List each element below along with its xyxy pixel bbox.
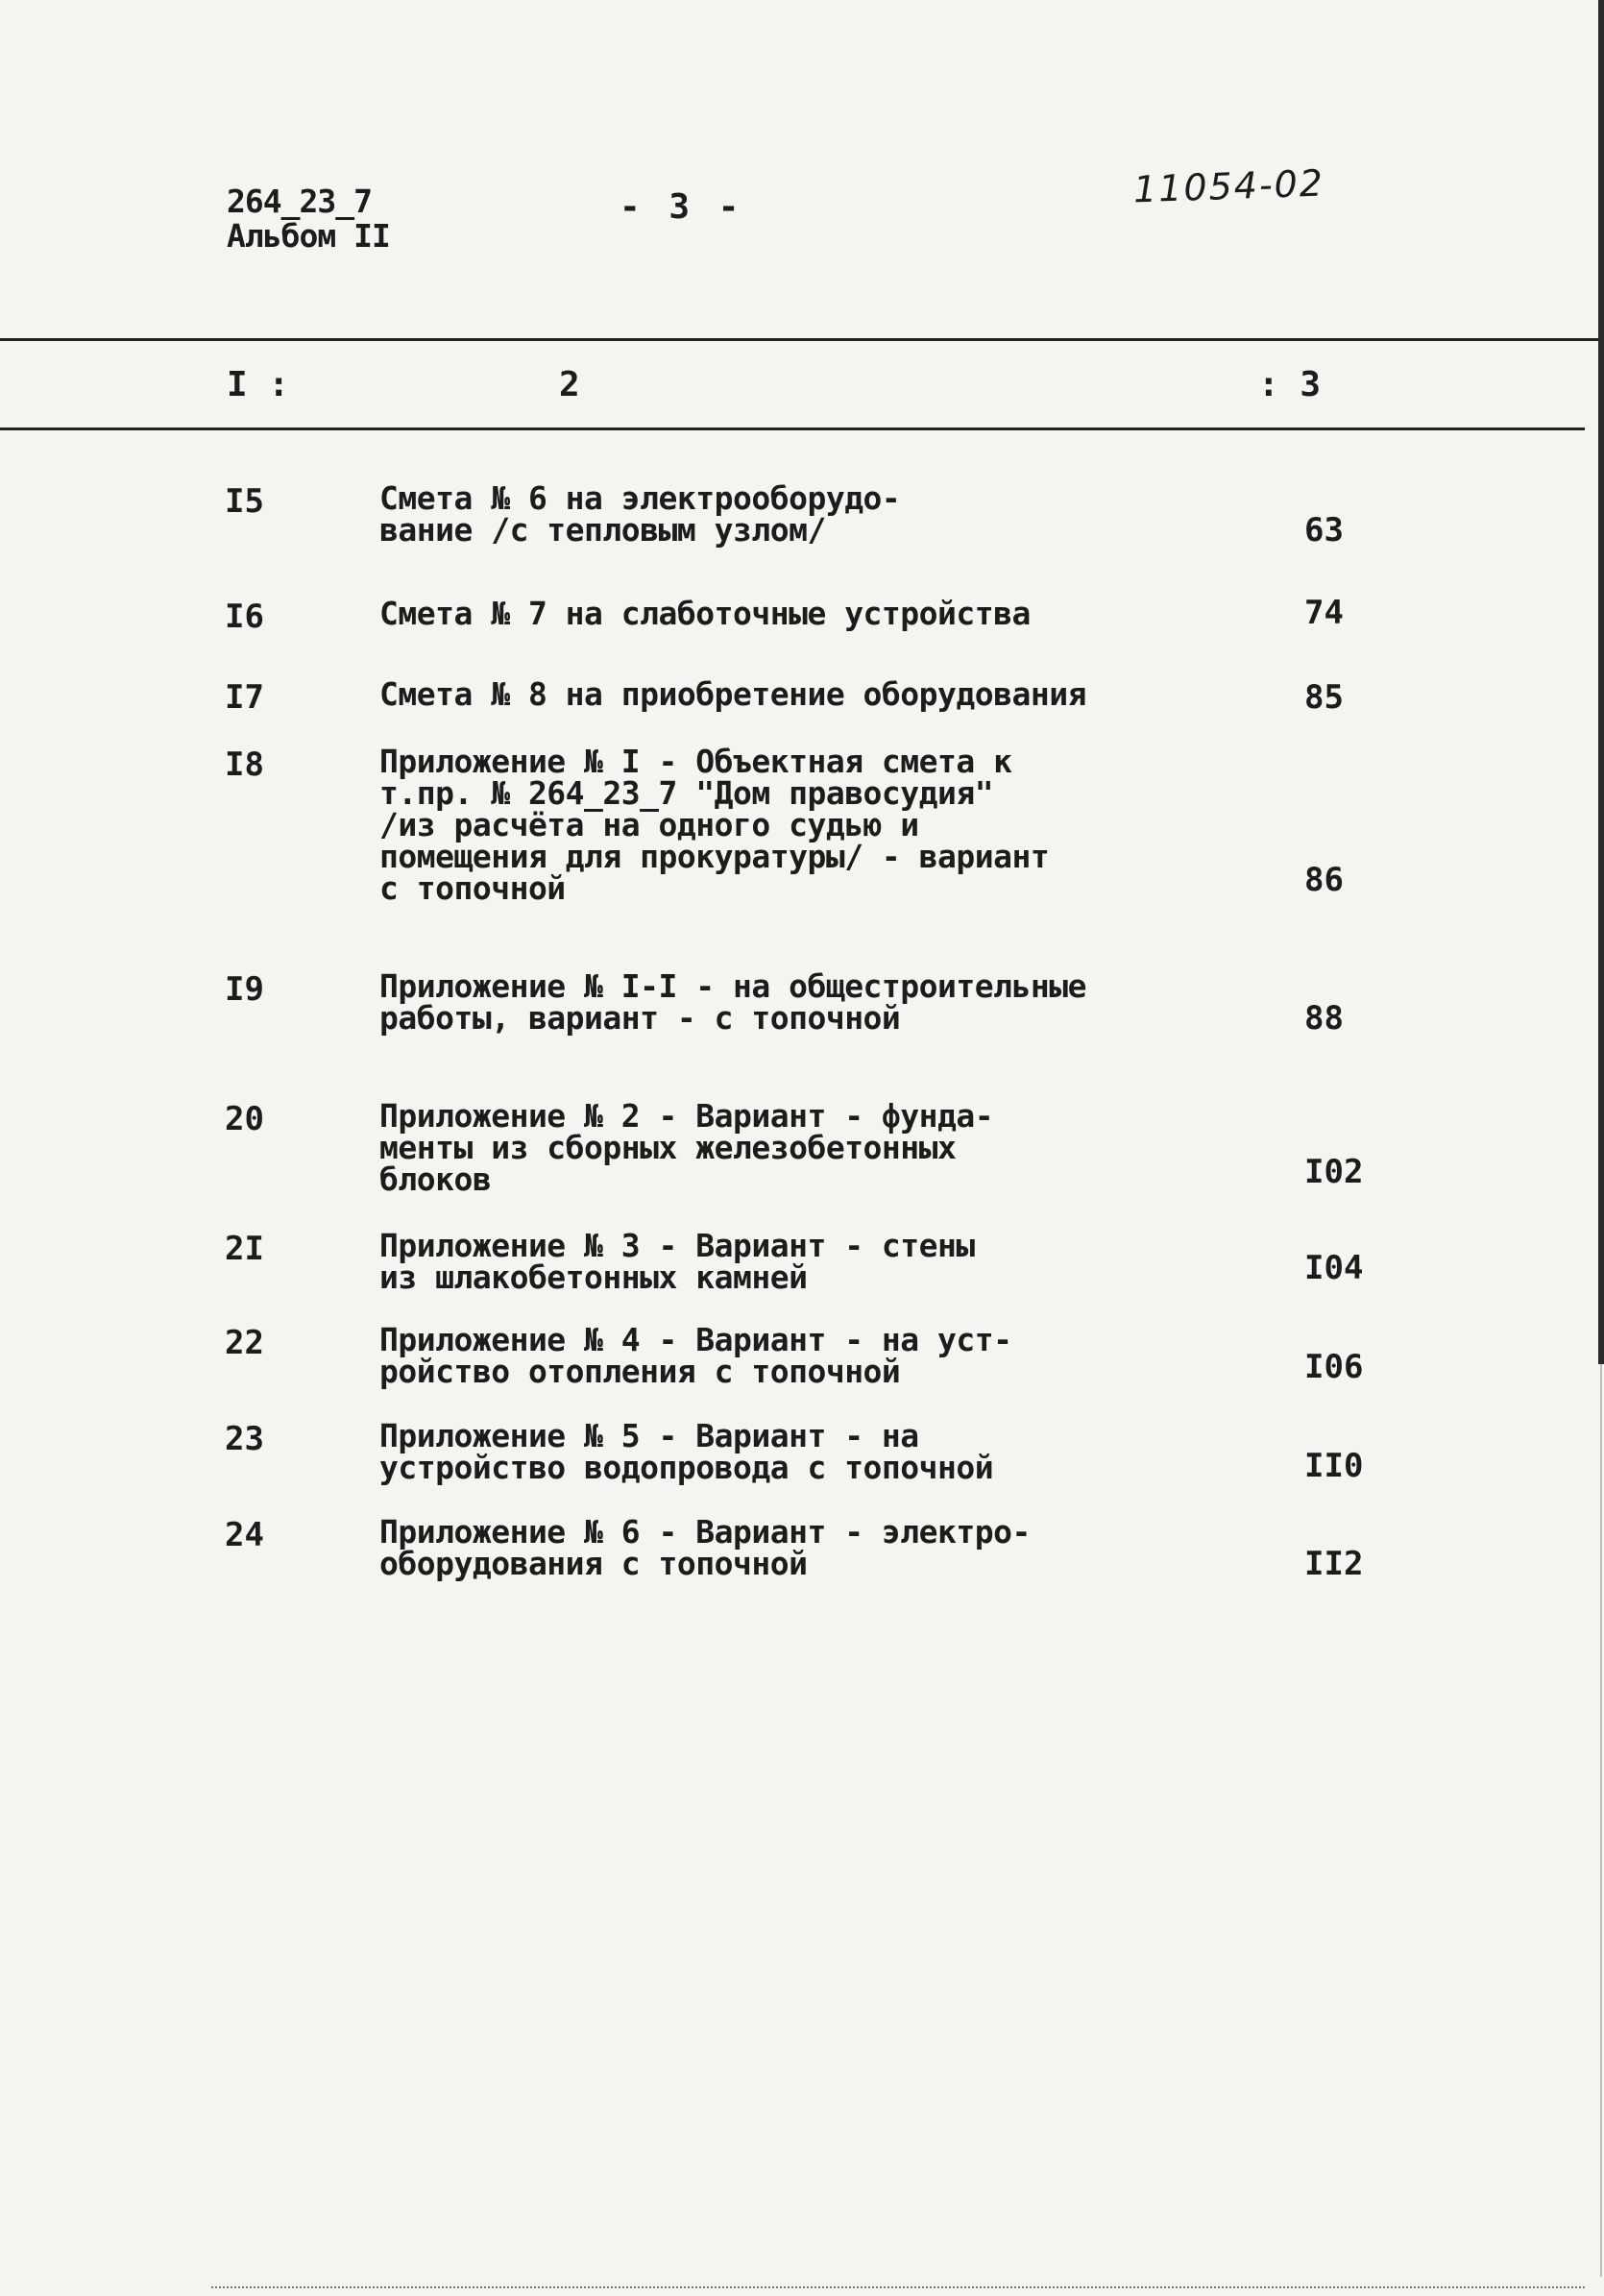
page-edge-border-lower — [1600, 1364, 1602, 2277]
column-header-2: 2 — [559, 365, 580, 404]
row-title: Приложение № 6 - Вариант - электро- оборудования с топочной — [379, 1513, 1031, 1582]
row-title: Приложение № 4 - Вариант - на уст- ройство отопления с топочной — [379, 1321, 1012, 1390]
inventory-number: 11054-02 — [1132, 161, 1325, 211]
row-title: Приложение № I-I - на общестроительные работы, вариант - с топочной — [379, 967, 1086, 1037]
row-page: I06 — [1304, 1348, 1364, 1386]
page-edge-border — [1598, 0, 1604, 1364]
row-number: I6 — [225, 598, 264, 636]
row-page: I02 — [1304, 1153, 1364, 1191]
column-header-1: I : — [227, 365, 290, 404]
row-title: Смета № 6 на электрооборудо- вание /с тепловым узлом/ — [379, 479, 901, 549]
row-title: Приложение № 3 - Вариант - стены из шлакобетонных камней — [379, 1227, 975, 1296]
table-top-rule — [0, 338, 1598, 341]
row-number: I9 — [225, 970, 264, 1009]
row-number: 23 — [225, 1420, 264, 1458]
row-number: 24 — [225, 1516, 264, 1554]
document-code — [227, 184, 390, 254]
row-number: I7 — [225, 678, 264, 717]
row-number: I8 — [225, 745, 264, 784]
document-code-line1: 264_23_7 — [227, 183, 372, 220]
table-header-rule — [0, 427, 1585, 430]
column-header-3: : 3 — [1258, 365, 1322, 404]
row-number: 2I — [225, 1230, 264, 1268]
page-number: - 3 - — [620, 187, 743, 227]
row-page: 74 — [1304, 594, 1344, 632]
row-page: 85 — [1304, 678, 1344, 717]
row-page: 63 — [1304, 511, 1344, 550]
row-title: Приложение № I - Объектная смета к т.пр. № 264_23_7 "Дом правосудия" /из расчёта на одного судью и помещения для прокуратуры/ - вариант с топочной — [379, 743, 1050, 907]
document-code-line2: Альбом II — [227, 217, 390, 255]
row-title: Приложение № 2 - Вариант - фунда- менты из сборных железобетонных блоков — [379, 1097, 994, 1198]
row-number: 20 — [225, 1100, 264, 1138]
row-title: Смета № 8 на приобретение оборудования — [379, 675, 1086, 713]
row-title: Смета № 7 на слаботочные устройства — [379, 595, 1031, 632]
row-page: 86 — [1304, 861, 1344, 899]
row-page: II0 — [1304, 1447, 1364, 1485]
row-page: I04 — [1304, 1249, 1364, 1287]
row-number: 22 — [225, 1324, 264, 1362]
row-page: 88 — [1304, 999, 1344, 1038]
row-page: II2 — [1304, 1545, 1364, 1583]
row-title: Приложение № 5 - Вариант - на устройство водопровода с топочной — [379, 1417, 994, 1486]
bottom-edge-dots — [211, 2284, 1585, 2288]
row-number: I5 — [225, 482, 264, 521]
